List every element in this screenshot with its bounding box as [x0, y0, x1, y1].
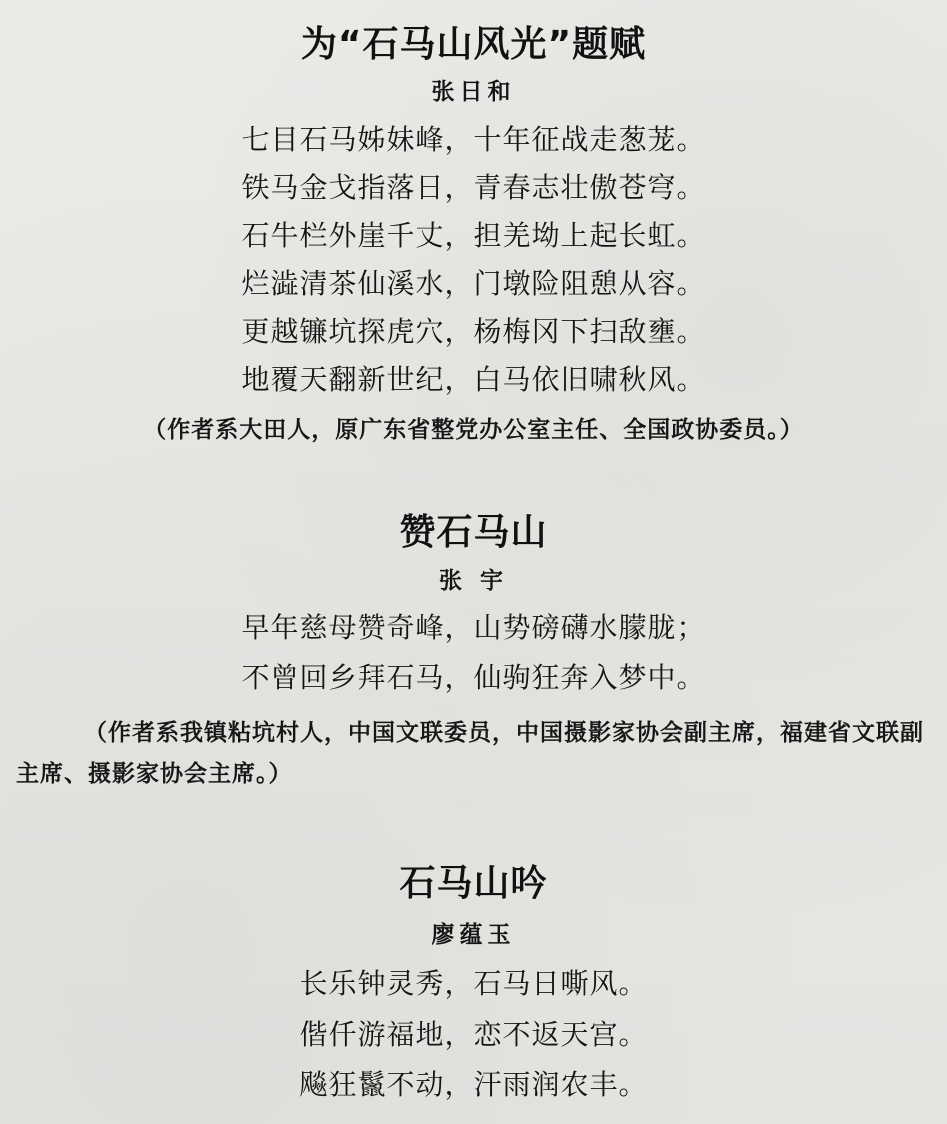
poem-author: 张日和: [431, 79, 516, 105]
poem-line: 不曾回乡拜石马，仙驹狂奔入梦中。: [241, 661, 706, 694]
poem-title: 赞石马山: [399, 512, 548, 553]
poem-author: 张 宇: [438, 568, 508, 594]
poem-line: 飚狂鬣不动，汗雨润农丰。: [299, 1068, 648, 1101]
poem-line: 地覆天翻新世纪，白马依旧啸秋风。: [241, 363, 706, 396]
author-note: （作者系大田人，原广东省整党办公室主任、全国政协委员。）: [143, 417, 804, 443]
poem-title: 石马山吟: [399, 863, 548, 904]
poem-author: 廖蕴玉: [431, 922, 516, 948]
poem-line: 铁马金戈指落日，青春志壮傲苍穹。: [241, 171, 706, 204]
poem-line: 烂澁清茶仙溪水，门墩险阻憩从容。: [241, 267, 706, 300]
poem-line: 偕仟游福地，恋不返天宫。: [299, 1018, 648, 1051]
author-note: （作者系我镇粘坑村人，中国文联委员，中国摄影家协会副主席，福建省文联副主席、摄影家协会主席。）: [16, 720, 924, 787]
poem-line: 长乐钟灵秀，石马日嘶风。: [299, 967, 648, 1000]
poem-line: 石牛栏外崖千丈，担羌坳上起长虹。: [241, 219, 706, 252]
poem-title: 为“石马山风光”题赋: [300, 24, 647, 65]
poem-line: 七目石马姊妹峰，十年征战走葱茏。: [241, 123, 706, 156]
poem-line: 早年慈母赞奇峰，山势磅礴水朦胧；: [241, 611, 706, 644]
poem-line: 更越镰坑探虎穴，杨梅冈下扫敌壅。: [241, 315, 706, 348]
